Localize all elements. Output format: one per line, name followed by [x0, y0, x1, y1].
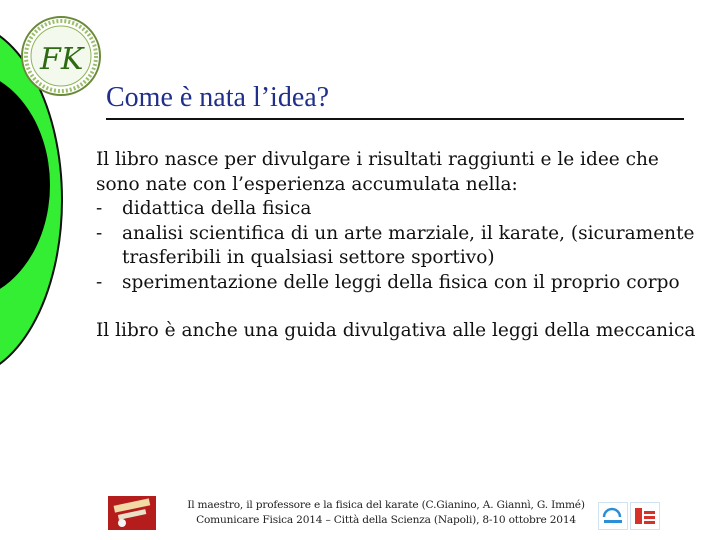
logo-initials: FK: [40, 42, 84, 77]
slide-body: [96, 148, 696, 344]
list-item-text: didattica della fisica: [122, 198, 312, 219]
list-marker: -: [96, 198, 103, 219]
list-item: [96, 222, 696, 271]
second-paragraph: Il libro è anche una guida divulgativa alle leggi della meccanica: [96, 320, 696, 341]
footer-line-1: Il maestro, il professore e la fisica del karate (C.Gianino, A. Giannì, G. Immé): [187, 499, 585, 511]
slide-title: Come è nata l’idea?: [106, 82, 330, 113]
list-item-text: analisi scientifica di un arte marziale, il karate, (sicuramente trasferibili in qualsiasi settore sportivo): [122, 222, 695, 268]
conference-logo-icon: [598, 502, 628, 530]
list-item-text: sperimentazione delle leggi della fisica con il proprio corpo: [122, 271, 680, 293]
intro-paragraph: Il libro nasce per divulgare i risultati raggiunti e le idee che sono nate con l’esperienza accumulata nella:: [96, 149, 659, 195]
book-cover-image: [108, 496, 156, 530]
footer-line-2: Comunicare Fisica 2014 – Città della Scienza (Napoli), 8-10 ottobre 2014: [196, 514, 576, 526]
list-item: [96, 271, 696, 296]
list-item: [96, 197, 696, 222]
title-underline: [106, 118, 684, 120]
idea-list: [96, 197, 696, 295]
karate-physics-logo: [20, 15, 102, 97]
citta-della-scienza-logo-icon: [630, 502, 660, 530]
list-marker: -: [96, 271, 103, 293]
footer-citation: [170, 498, 602, 528]
list-marker: -: [96, 222, 103, 244]
